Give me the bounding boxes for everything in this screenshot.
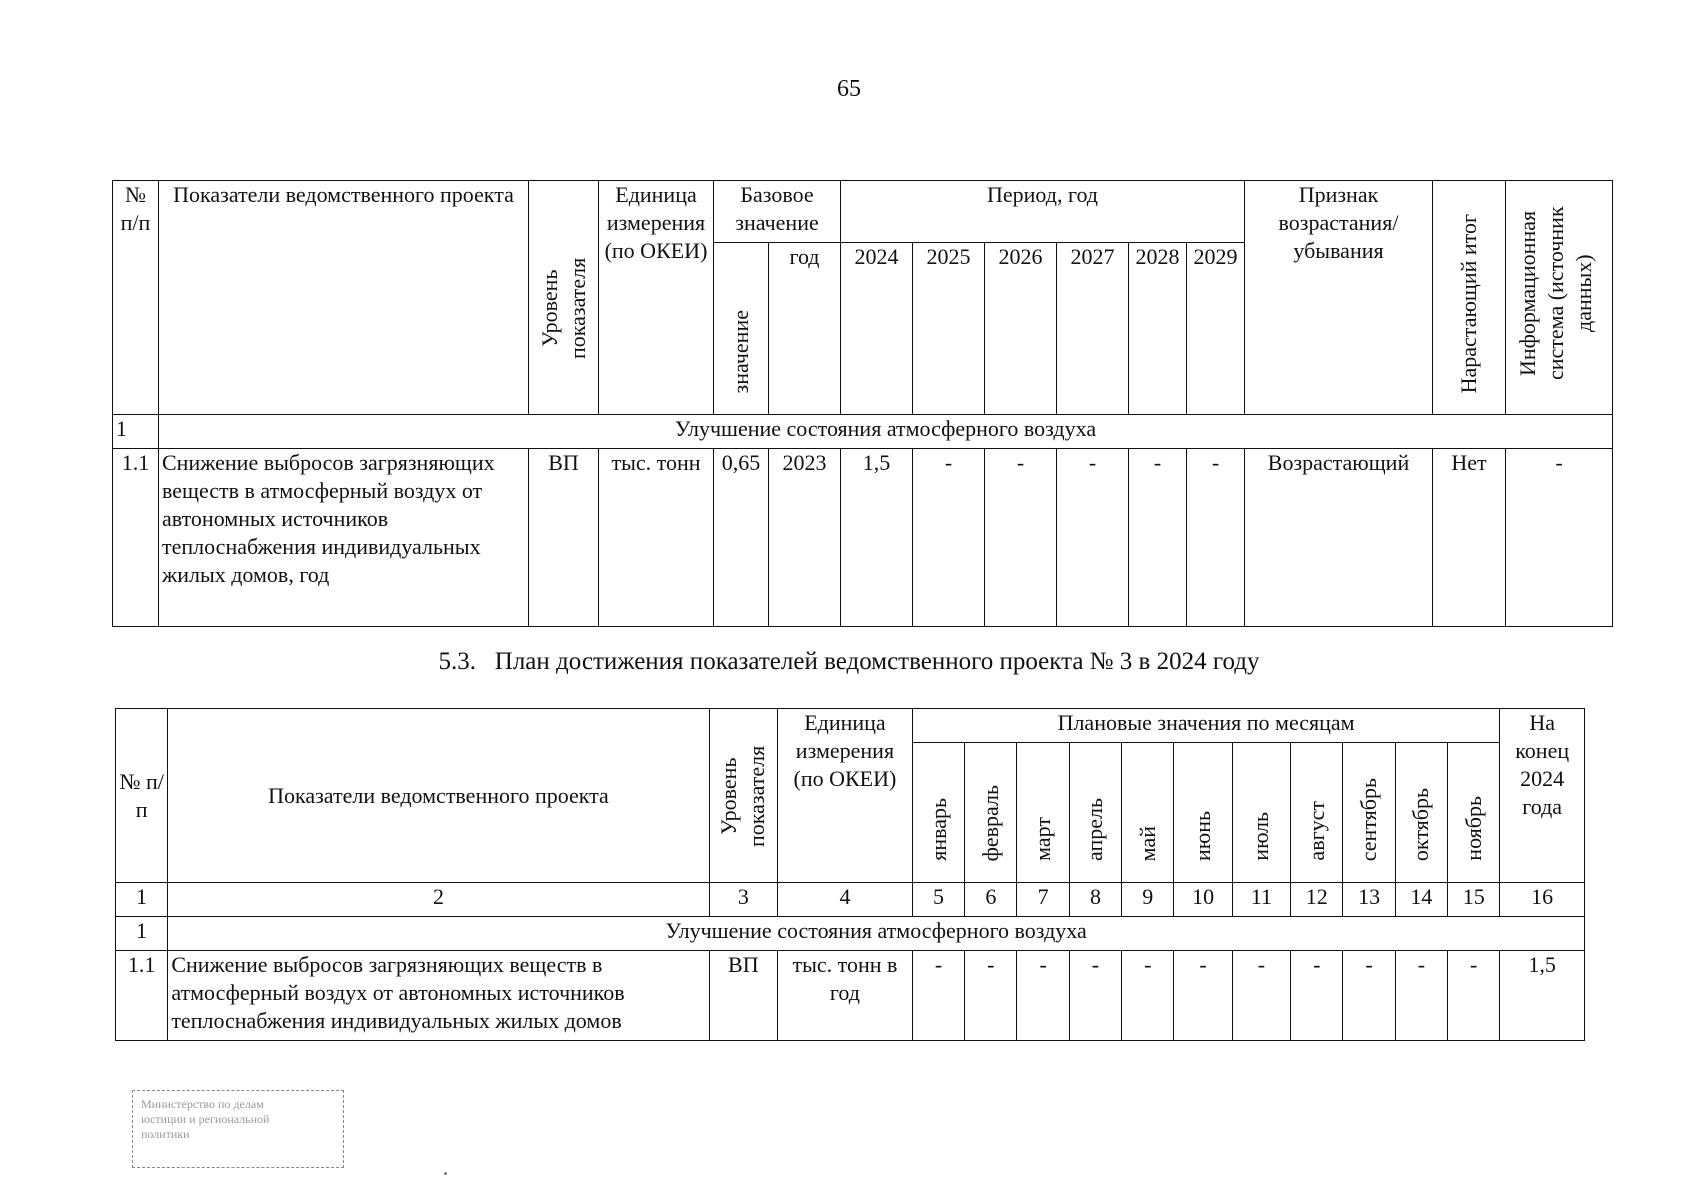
header-period: Период, год (841, 181, 1245, 243)
colnum-13: 13 (1343, 883, 1395, 917)
colnum-12: 12 (1291, 883, 1343, 917)
header2-num: № п/п (116, 709, 168, 883)
row2-year-end: 1,5 (1500, 951, 1585, 1041)
header-trend: Признак возрастания/ убывания (1245, 181, 1433, 415)
row2-month-jul: - (1232, 951, 1290, 1041)
header-year-2024: 2024 (841, 243, 913, 415)
colnum-15: 15 (1448, 883, 1500, 917)
row-info-system: - (1506, 449, 1613, 627)
colnum-1: 1 (116, 883, 168, 917)
indicators-table (112, 180, 1613, 627)
header2-month-feb: февраль (965, 743, 1017, 883)
faded-stamp (132, 1090, 344, 1168)
colnum-11: 11 (1232, 883, 1290, 917)
header2-month-may: май (1122, 743, 1174, 883)
row2-month-nov: - (1448, 951, 1500, 1041)
row2-month-oct: - (1395, 951, 1447, 1041)
row-unit: тыс. тонн (599, 449, 714, 627)
header-year-2025: 2025 (913, 243, 985, 415)
header2-month-sep: сентябрь (1343, 743, 1395, 883)
row2-month-aug: - (1291, 951, 1343, 1041)
row-cumulative: Нет (1433, 449, 1506, 627)
header-year-2026: 2026 (985, 243, 1057, 415)
row2-indicator: Снижение выбросов загрязняющих веществ в атмосферный воздух от автономных источников теплоснабжения индивидуальных жилых домов (168, 951, 709, 1041)
header2-month-jun: июнь (1174, 743, 1232, 883)
row2-month-feb: - (965, 951, 1017, 1041)
row2-month-jan: - (912, 951, 964, 1041)
header2-indicator: Показатели ведомственного проекта (168, 709, 709, 883)
speck-mark (444, 1172, 447, 1175)
stamp-line: юстиции и региональной (141, 1112, 270, 1126)
header2-month-apr: апрель (1069, 743, 1121, 883)
section-title: Улучшение состояния атмосферного воздуха (159, 415, 1613, 449)
header-base-year: год (769, 243, 841, 415)
header2-unit: Единица измерения (по ОКЕИ) (778, 709, 913, 883)
colnum-16: 16 (1500, 883, 1585, 917)
header2-month-oct: октябрь (1395, 743, 1447, 883)
row-base-value: 0,65 (714, 449, 769, 627)
colnum-2: 2 (168, 883, 709, 917)
header2-level: Уровень показателя (709, 709, 777, 883)
stamp-line: Министерство по делам (141, 1097, 264, 1111)
row-trend: Возрастающий (1245, 449, 1433, 627)
row2-month-apr: - (1069, 951, 1121, 1041)
header2-month-jul: июль (1232, 743, 1290, 883)
header2-month-mar: март (1017, 743, 1069, 883)
row2-month-sep: - (1343, 951, 1395, 1041)
colnum-14: 14 (1395, 883, 1447, 917)
header2-month-aug: август (1291, 743, 1343, 883)
row-year-2027: - (1057, 449, 1129, 627)
section2-num: 1 (116, 917, 168, 951)
row-year-2024: 1,5 (841, 449, 913, 627)
header-num: № п/п (113, 181, 159, 415)
header-indicator: Показатели ведомственного проекта (159, 181, 529, 415)
row2-month-may: - (1122, 951, 1174, 1041)
row-num: 1.1 (113, 449, 159, 627)
page-number: 65 (837, 76, 861, 102)
colnum-8: 8 (1069, 883, 1121, 917)
header-base-value: значение (714, 243, 769, 415)
section-num: 1 (113, 415, 159, 449)
row2-unit: тыс. тонн в год (778, 951, 913, 1041)
header2-month-nov: ноябрь (1448, 743, 1500, 883)
header-base: Базовое значение (714, 181, 841, 243)
row-base-year: 2023 (769, 449, 841, 627)
colnum-4: 4 (778, 883, 913, 917)
section2-title: Улучшение состояния атмосферного воздуха (168, 917, 1585, 951)
stamp-line: политики (141, 1127, 190, 1141)
colnum-6: 6 (965, 883, 1017, 917)
colnum-5: 5 (912, 883, 964, 917)
row2-level: ВП (709, 951, 777, 1041)
row-year-2028: - (1129, 449, 1187, 627)
colnum-10: 10 (1174, 883, 1232, 917)
row2-num: 1.1 (116, 951, 168, 1041)
row-year-2026: - (985, 449, 1057, 627)
section-heading: 5.3. План достижения показателей ведомственного проекта № 3 в 2024 году (438, 648, 1260, 675)
header-info-system: Информационная система (источник данных) (1506, 181, 1613, 415)
colnum-3: 3 (709, 883, 777, 917)
colnum-7: 7 (1017, 883, 1069, 917)
row-level: ВП (529, 449, 599, 627)
row-year-2025: - (913, 449, 985, 627)
colnum-9: 9 (1122, 883, 1174, 917)
header-unit: Единица измерения (по ОКЕИ) (599, 181, 714, 415)
header-level: Уровень показателя (529, 181, 599, 415)
row-indicator: Снижение выбросов загрязняющих веществ в атмосферный воздух от автономных источников теплоснабжения индивидуальных жилых домов, год (159, 449, 529, 627)
header2-year-end: На конец 2024 года (1500, 709, 1585, 883)
header2-month-jan: январь (912, 743, 964, 883)
row-year-2029: - (1187, 449, 1245, 627)
header2-monthly: Плановые значения по месяцам (912, 709, 1500, 743)
row2-month-mar: - (1017, 951, 1069, 1041)
row2-month-jun: - (1174, 951, 1232, 1041)
header-year-2027: 2027 (1057, 243, 1129, 415)
header-year-2028: 2028 (1129, 243, 1187, 415)
monthly-plan-table (115, 708, 1585, 1041)
header-cumulative: Нарастающий итог (1433, 181, 1506, 415)
header-year-2029: 2029 (1187, 243, 1245, 415)
